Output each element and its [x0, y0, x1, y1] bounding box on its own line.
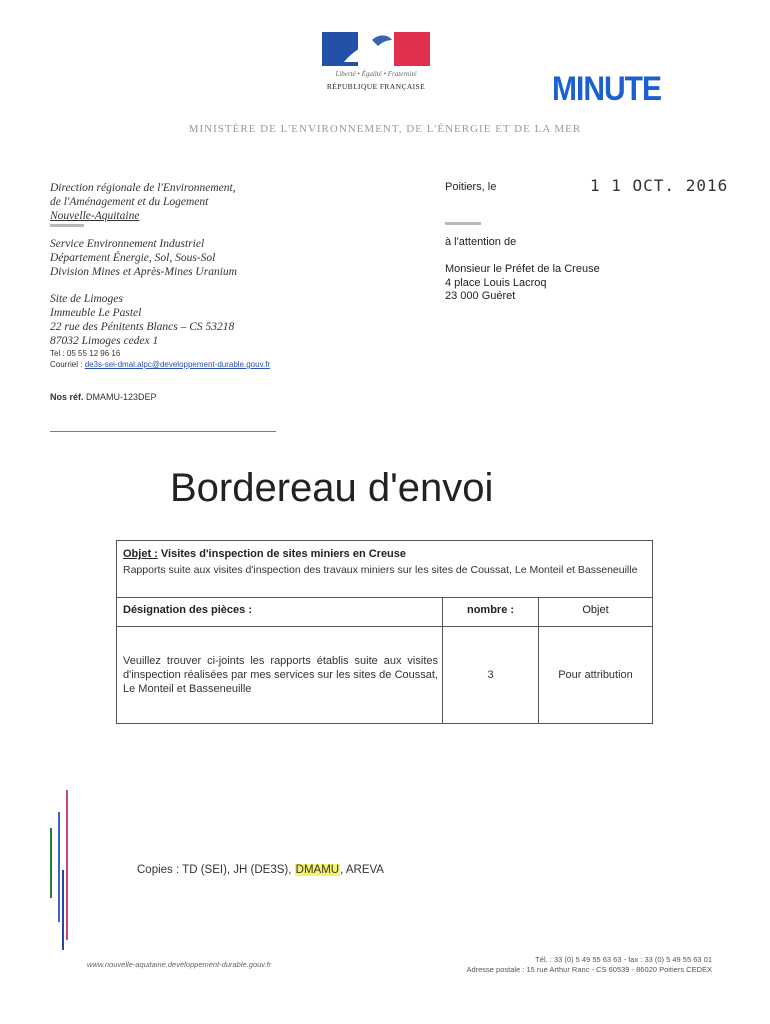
- object-label: Objet :: [123, 548, 158, 560]
- cell-count: [443, 627, 539, 723]
- object-title: Visites d'inspection de sites miniers en Creuse: [157, 548, 407, 560]
- site-line: Immeuble Le Pastel: [50, 307, 142, 319]
- reference-label: Nos réf.: [50, 392, 84, 402]
- ministry-heading: MINISTÈRE DE L'ENVIRONNEMENT, DE L'ÉNERGIE ET DE LA MER: [188, 123, 582, 135]
- date-stamp: 1 1 OCT. 2016: [590, 176, 729, 195]
- cell-purpose: [539, 627, 652, 723]
- object-description: Rapports suite aux visites d'inspection des travaux miniers sur les sites de Coussat, Le Monteil et Basseneuille: [123, 564, 638, 576]
- margin-mark: [66, 790, 68, 940]
- minute-stamp: MINUTE: [552, 70, 661, 108]
- site-line: 87032 Limoges cedex 1: [50, 335, 159, 347]
- footer-website[interactable]: www.nouvelle-aquitaine.developpement-durable.gouv.fr: [87, 960, 272, 969]
- footer-address: Adresse postale : 15 rue Arthur Ranc - CS 60539 - 86020 Poitiers CEDEX: [466, 965, 712, 974]
- marianne-logo: [320, 30, 432, 100]
- header-designation-label: Désignation des pièces :: [123, 604, 252, 616]
- copies-prefix: Copies : TD (SEI), JH (DE3S),: [137, 864, 295, 876]
- recipient-address: [445, 263, 600, 304]
- reference-rule: [50, 431, 276, 432]
- attention-label: à l'attention de: [445, 236, 517, 248]
- service-line: Département Énergie, Sol, Sous-Sol: [50, 252, 216, 264]
- header-count-label: nombre :: [466, 604, 515, 616]
- service-line: Division Mines et Après-Mines Uranium: [50, 266, 237, 278]
- reference-value: DMAMU-123DEP: [86, 392, 157, 402]
- email-label: Courriel :: [50, 360, 85, 369]
- reference: [50, 392, 157, 402]
- copies-line: [137, 864, 384, 876]
- site-line: Site de Limoges: [50, 293, 123, 305]
- dreal-line: Direction régionale de l'Environnement,: [50, 182, 236, 194]
- sender-service: [50, 237, 237, 279]
- site-line: 22 rue des Pénitents Blancs – CS 53218: [50, 321, 235, 333]
- service-line: Service Environnement Industriel: [50, 238, 205, 250]
- shipment-table: [116, 540, 653, 724]
- document-title: Bordereau d'envoi: [170, 466, 494, 510]
- object-row: [117, 541, 652, 598]
- recipient-line: Monsieur le Préfet de la Creuse: [445, 263, 600, 275]
- dreal-line: de l'Aménagement et du Logement: [50, 196, 209, 208]
- underline-mark: [50, 224, 84, 227]
- margin-mark: [62, 870, 64, 950]
- footer-contact: [380, 955, 712, 975]
- sender-tel: Tel : 05 55 12 96 16: [50, 349, 121, 358]
- header-purpose: [539, 597, 652, 627]
- republic-label: RÉPUBLIQUE FRANÇAISE: [326, 82, 426, 91]
- marianne-flag-icon: [322, 32, 430, 66]
- count-value: 3: [487, 669, 494, 681]
- header-purpose-label: Objet: [582, 604, 609, 616]
- purpose-value: Pour attribution: [558, 669, 633, 681]
- copies-highlight: DMAMU: [295, 864, 340, 876]
- copies-suffix: , AREVA: [340, 864, 384, 876]
- margin-mark: [50, 828, 52, 898]
- place-date-label: Poitiers, le: [445, 181, 497, 193]
- sender-contact: [50, 348, 270, 370]
- sender-email-link[interactable]: de3s-sei-dmal.alpc@developpement-durable.gouv.fr: [84, 360, 271, 369]
- motto: Liberté • Égalité • Fraternité: [335, 70, 417, 78]
- object-heading: [123, 548, 406, 560]
- header-designation: [117, 597, 443, 627]
- sender-site: [50, 292, 234, 348]
- sender-email-row: [50, 359, 270, 370]
- recipient-line: 4 place Louis Lacroq: [445, 276, 547, 289]
- dreal-line: Nouvelle-Aquitaine: [50, 210, 140, 222]
- sender-dreal: [50, 181, 236, 227]
- designation-text: Veuillez trouver ci-joints les rapports établis suite aux visites d'inspection réalisées par mes services sur les sites de Coussat, Le Monteil et Basseneuille: [123, 655, 438, 695]
- margin-mark: [58, 812, 60, 922]
- header-count: [443, 597, 539, 627]
- recipient-line: 23 000 Guéret: [445, 290, 516, 302]
- footer-phone: Tél. : 33 (0) 5 49 55 63 63 - fax : 33 (0) 5 49 55 63 01: [535, 955, 712, 964]
- cell-designation: [117, 627, 443, 723]
- underline-mark: [445, 222, 481, 225]
